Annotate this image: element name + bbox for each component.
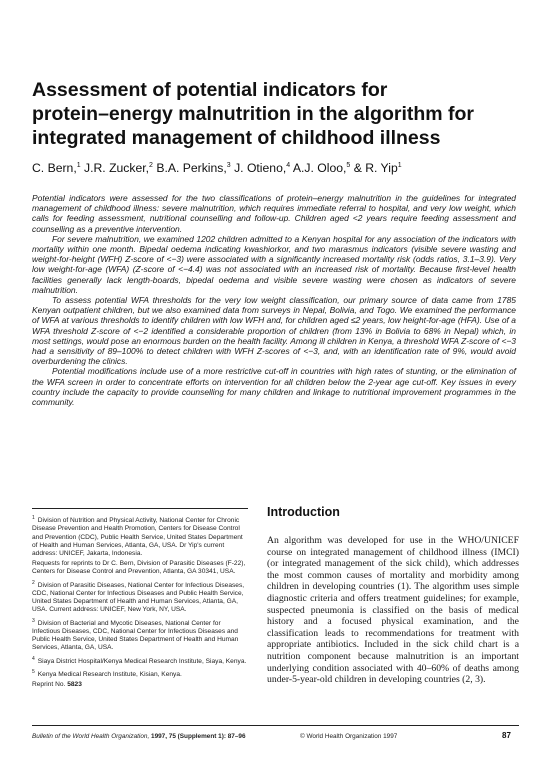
copyright: © World Health Organization 1997 (300, 733, 398, 740)
title-line-2: protein–energy malnutrition in the algorithm for (32, 103, 475, 125)
author: J. Otieno, (234, 161, 287, 175)
author: B.A. Perkins, (156, 161, 227, 175)
introduction-text: An algorithm was developed for use in the WHO/UNICEF course on integrated management of childhood illness (IMCI) (or integrated management of the sick child), which addresses the most common causes of mortality and morbidity among children in developing countries (1). The algorithm uses simple diagnostic criteria and offers treatment guidelines; for example, suspected pneumonia is classified on the basis of medical history and a focused physical examination, and the classification leads to recommendations for treatment with appropriate antibiotics. Included in the sick child chart is a nutrition component because malnutrition is an important underlying condition associated with 40–60% of deaths among under-5-year-old children in developing countries (2, 3). (267, 535, 519, 686)
footnote-3: $^3$ Division of Bacterial and Mycotic Diseases, National Center for Infectious Diseases, CDC, National Center for Infectious Diseases and Public Health Service, United States Department of Health and Human Services, Atlanta, GA, USA. (32, 617, 239, 652)
reprint-number: Reprint No. 5823 (32, 681, 82, 689)
footnote-5: $^5$ Kenya Medical Research Institute, Kisian, Kenya. (32, 669, 182, 679)
footnote-1: $^1$ Division of Nutrition and Physical Activity, National Center for Chronic Disease Prevention and Health Promotion, Centers for Disease Control and Prevention (CDC), Public Health Service, United States Department of Health and Human Services, Atlanta, GA, USA. Dr Yip's current address: UNICEF, Jakarta, Indonesia. (32, 515, 243, 557)
section-heading-introduction: Introduction (267, 505, 340, 519)
page-number: 87 (502, 731, 511, 740)
author-affiliation-mark: 5 (346, 161, 351, 169)
footnote-2: $^2$ Division of Parasitic Diseases, National Center for Infectious Diseases, CDC, National Center for Infectious Diseases and Public Health Service, United States Department of Health and Human Services, Atlanta, GA, USA. Current address: UNICEF, New York, NY, USA. (32, 579, 245, 614)
article-title (32, 78, 532, 150)
footnote-4: $^4$ Siaya District Hospital/Kenya Medical Research Institute, Siaya, Kenya. (32, 655, 247, 665)
abstract-paragraph: For severe malnutrition, we examined 1202 children admitted to a Kenyan hospital for any association of the indicators with mortality within one month. Bipedal oedema indicating kwashiorkor, and two marasmus indicators (visible severe wasting and weight-for-height (WFH) Z-score of <−3) were associated with a significantly increased mortality risk (odds ratios, 3.1–3.9). Very low weight-for-age (WFA) (Z-score of <−4.4) was not associated with an increased risk of mortality. Because first-level health facilities generally lack length-boards, bipedal oedema and visible severe wasting were chosen as indicators of severe malnutrition. (32, 233, 516, 295)
author-affiliation-mark: 1 (397, 161, 402, 169)
footnotes (32, 514, 248, 692)
author-affiliation-mark: 3 (226, 161, 231, 169)
abstract-paragraph: To assess potential WFA thresholds for the very low weight classification, our primary source of data came from 1785 Kenyan outpatient children, but we also examined data from surveys in Nepal, Bolivia, and Togo. We examined the performance of WFA at various thresholds to identify children with low WFH and, for children aged ≤2 years, low height-for-age (HFA). Use of a WFA threshold Z-score of <−2 identified a considerable proportion of children (from 13% in Bolivia to 68% in Nepal) which, in most settings, would pose an enormous burden on the health facility. Among ill children in Kenya, a threshold WFA Z-score of <−3 had a sensitivity of 89–100% to detect children with WFH Z-scores of <−3, and, with an identification rate of 9%, would avoid overburdening the clinics. (32, 295, 516, 367)
author-list (32, 160, 532, 176)
author-affiliation-mark: 4 (286, 161, 291, 169)
author-affiliation-mark: 1 (76, 161, 81, 169)
journal-citation (32, 733, 246, 740)
journal-name: Bulletin of the World Health Organization, (32, 733, 150, 740)
abstract-paragraph: Potential modifications include use of a more restrictive cut-off in countries with high rates of stunting, or the elimination of the WFA screen in order to concentrate efforts on intervention for all children below the 2-year age cut-off. Key issues in every country include the capacity to provide counselling for many children and linkage to nutritional improvement programmes in the community. (32, 366, 516, 408)
author: C. Bern, (32, 161, 77, 175)
author: & R. Yip (353, 161, 398, 175)
abstract (32, 193, 516, 407)
author: J.R. Zucker, (84, 161, 150, 175)
reprint-request: Requests for reprints to Dr C. Bern, Division of Parasitic Diseases (F-22), Centers for Disease Control and Prevention, Atlanta, GA 30341, USA. (32, 560, 246, 576)
title-line-1: Assessment of potential indicators for (32, 79, 388, 101)
author-affiliation-mark: 2 (149, 161, 153, 169)
author: A.J. Oloo, (292, 161, 347, 175)
footnote-divider-top (32, 508, 248, 509)
title-line-3: integrated management of childhood illness (32, 127, 441, 149)
footer-divider (32, 725, 519, 726)
journal-volume: 1997, 75 (Supplement 1): 87–96 (151, 733, 246, 740)
abstract-paragraph: Potential indicators were assessed for the two classifications of protein–energy malnutrition in the guidelines for integrated management of childhood illness: severe malnutrition, which requires immediate referral to hospital, and very low weight, which calls for feeding assessment, nutritional counselling and follow-up. Children aged <2 years require feeding assessment and counselling as a preventive intervention. (32, 193, 516, 234)
